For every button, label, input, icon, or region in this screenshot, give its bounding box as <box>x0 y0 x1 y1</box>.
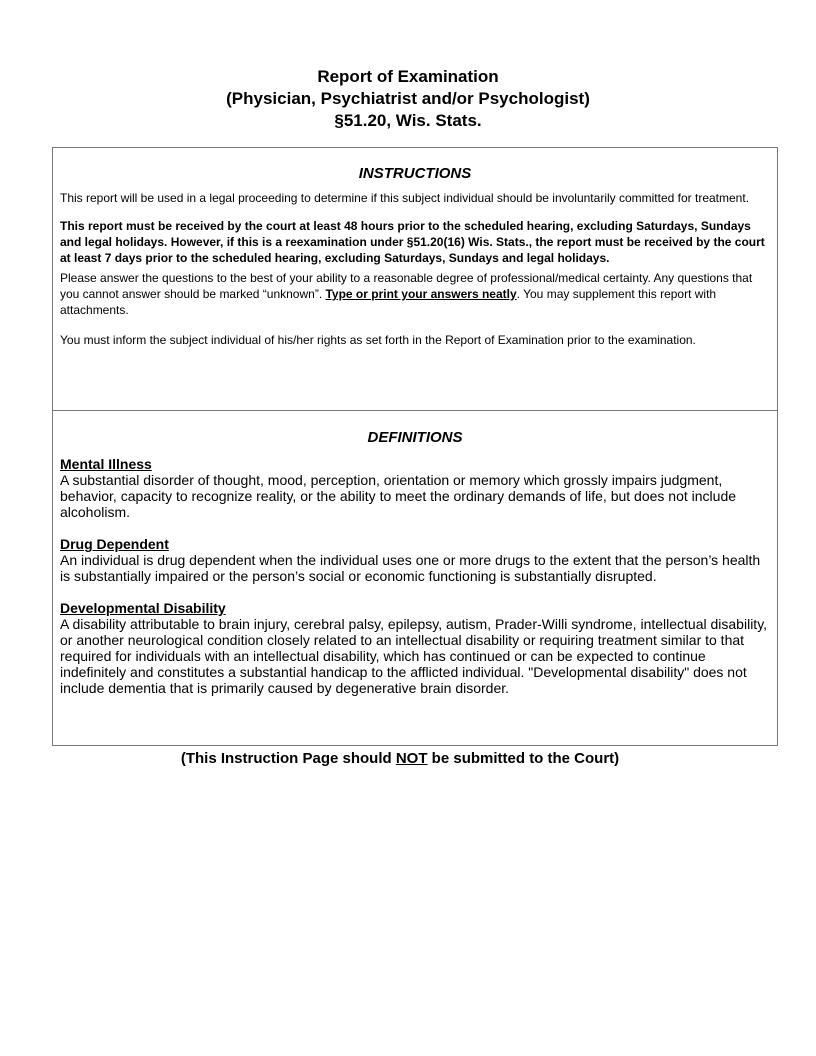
document-title <box>0 66 816 132</box>
definition-text-developmental-disability: A disability attributable to brain injury, cerebral palsy, epilepsy, autism, Prader-Willi syndrome, intellectual disability, or another neurological condition closely related to an intellectual disability or requiring treatment similar to that required for individuals with an intellectual disability, which has continued or can be expected to continue indefinitely and constitutes a substantial handicap to the afflicted individual. "Developmental disability" does not include dementia that is primarily caused by degenerative brain disorder. <box>60 616 768 696</box>
definition-term-drug-dependent: Drug Dependent <box>60 536 169 552</box>
instructions-heading: INSTRUCTIONS <box>358 165 472 182</box>
submission-note-emphasis: NOT <box>395 750 428 767</box>
definition-text-mental-illness: A substantial disorder of thought, mood, perception, orientation or memory which grossly impairs judgment, behavior, capacity to recognize reality, or the ability to meet the ordinary demands of life, but does not include alcoholism. <box>60 472 737 520</box>
submission-note <box>0 750 800 767</box>
instructions-paragraph-4: You must inform the subject individual of his/her rights as set forth in the Report of Examination prior to the examination. <box>60 333 696 347</box>
definition-term-developmental-disability: Developmental Disability <box>60 600 226 616</box>
definitions-heading: DEFINITIONS <box>367 429 463 446</box>
title-line-2: (Physician, Psychiatrist and/or Psychologist) <box>226 89 590 108</box>
instructions-paragraph-3-start: Please answer the questions to the best of your ability to a reasonable degree of professional/medical certainty. Any questions that you cannot answer should be marked “unknown”. <box>60 271 753 301</box>
instructions-emphasis: Type or print your answers neatly <box>325 287 517 301</box>
title-line-3: §51.20, Wis. Stats. <box>334 111 482 130</box>
instructions-paragraph-2: This report must be received by the court at least 48 hours prior to the scheduled hearing, excluding Saturdays, Sundays and legal holidays. However, if this is a reexamination under §51.20(16) Wis. Stats., the report must be received by the court at least 7 days prior to the scheduled hearing, excluding Saturdays, Sundays and legal holidays. <box>60 219 765 265</box>
instructions-paragraph-3 <box>60 270 770 318</box>
submission-note-end: be submitted to the Court) <box>427 750 620 767</box>
title-line-1: Report of Examination <box>317 67 499 86</box>
definition-term-mental-illness: Mental Illness <box>60 456 152 472</box>
instructions-paragraph-3-end: . You may supplement this report with attachments. <box>60 287 717 317</box>
submission-note-start: (This Instruction Page should <box>180 750 396 767</box>
definitions-box <box>52 410 778 746</box>
instructions-box <box>52 147 778 411</box>
instructions-paragraph-1: This report will be used in a legal proceeding to determine if this subject individual should be involuntarily committed for treatment. <box>60 191 750 205</box>
definition-text-drug-dependent: An individual is drug dependent when the individual uses one or more drugs to the extent that the person’s health is substantially impaired or the person’s social or economic functioning is substantially disrupted. <box>60 552 761 584</box>
